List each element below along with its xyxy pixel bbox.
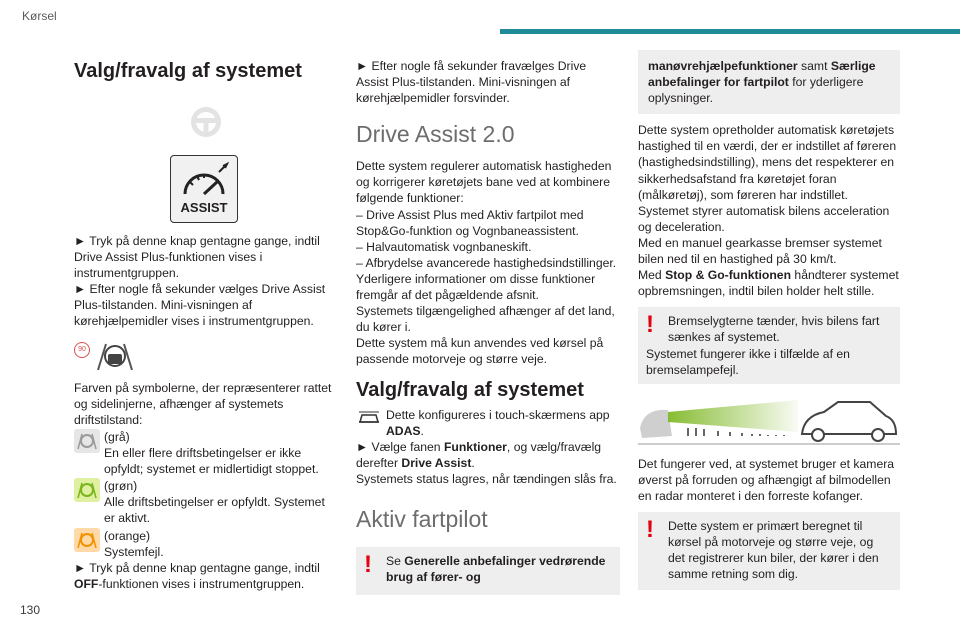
list-item: – Afbrydelse avancerede hastighedsindstillinger. <box>356 255 617 270</box>
drive-assist-car-icon <box>94 338 136 376</box>
warning-icon: ! <box>364 550 372 578</box>
section-header: Kørsel <box>22 9 57 23</box>
paragraph: Med en manuel gearkasse bremser systemet bilen ned til en hastighed på 30 km/t. <box>638 235 882 267</box>
paragraph: Dette system regulerer automatisk hastigheden og korrigerer køretøjets bane ved at kombinere følgende funktioner: <box>356 159 612 206</box>
list-item: – Drive Assist Plus med Aktiv fartpilot med Stop&Go-funktion og Vognbaneassistent. <box>356 207 584 238</box>
paragraph: Systemet styrer automatisk bilens acceleration og deceleration. <box>638 203 890 234</box>
state-description: Systemfejl. <box>104 544 164 559</box>
paragraph: Dette system opretholder automatisk køretøjets hastighed til en værdi, der er indstillet af føreren (hastighedsindstilling), mens det respekterer en sikkerhedsafstand fra køretøjet foran (målkøretøj), som føreren har indstillet. <box>638 123 897 202</box>
steering-wheel-icon <box>189 105 223 139</box>
state-color-name: (grå) <box>104 429 130 444</box>
car-adas-icon <box>356 407 382 431</box>
warning-icon: ! <box>646 311 654 339</box>
note-box-continued: manøvrehjælpefunktioner samt Særlige anbefalinger for fartpilot for yderligere oplysninger. <box>638 50 900 114</box>
steering-wheel-grey-icon <box>74 429 100 453</box>
radar-car-illustration <box>638 398 900 446</box>
paragraph: Systemets status lagres, når tændingen slås fra. <box>356 471 617 486</box>
paragraph: Dette system må kun anvendes ved kørsel på passende motorveje og større veje. <box>356 336 604 367</box>
state-color-name: (grøn) <box>104 479 138 494</box>
warning-box: ! Dette system er primært beregnet til kørsel på motorveje og større veje, og det registrerer kun biler, der kører i den samme retning som dig. <box>638 512 900 590</box>
paragraph: Med Stop & Go-funktionen håndterer systemet opbremsningen, indtil bilen holder helt stille. <box>638 268 899 299</box>
paragraph: ► Tryk på denne knap gentagne gange, indtil Drive Assist Plus-funktionen vises i instrumentgruppen. <box>74 234 320 281</box>
paragraph: Yderligere informationer om disse funktioner fremgår af det pågældende afsnit. <box>356 271 596 303</box>
column-1 <box>74 50 332 592</box>
warning-box: ! Bremselygterne tænder, hvis bilens fart sænkes af systemet. Systemet fungerer ikke i tilfælde af en bremselampefejl. <box>638 307 900 383</box>
adas-row <box>356 407 620 439</box>
state-row-grey <box>74 429 332 477</box>
state-row-green <box>74 478 332 526</box>
state-description: Alle driftsbetingelser er opfyldt. Systemet er aktivt. <box>104 495 325 526</box>
heading-active-cruise: Aktiv fartpilot <box>356 505 488 532</box>
state-row-orange <box>74 528 332 560</box>
state-description: En eller flere driftsbetingelser er ikke opfyldt; systemet er midlertidigt stoppet. <box>104 446 319 477</box>
paragraph: ► Vælge fanen Funktioner, og vælg/fravælg derefter Drive Assist. <box>356 439 602 470</box>
drive-assist-figure <box>74 338 332 376</box>
note-box: ! Se Generelle anbefalinger vedrørende brug af fører- og <box>356 547 620 595</box>
heading-drive-assist: Drive Assist 2.0 <box>356 121 515 148</box>
paragraph: ► Efter nogle få sekunder vælges Drive Assist Plus-tilstanden. Mini-visningen af kørehjælpemidler vises i instrumentgruppen. <box>74 282 326 329</box>
assist-button-icon <box>170 155 238 223</box>
steering-wheel-green-icon <box>74 478 100 502</box>
state-color-name: (orange) <box>104 528 151 543</box>
section-title: Valg/fravalg af systemet <box>74 60 302 82</box>
column-2 <box>356 50 620 595</box>
paragraph: Farven på symbolerne, der repræsenterer rattet og sidelinjerne, afhænger af systemets driftstilstand: <box>74 380 332 427</box>
list-item: – Halvautomatisk vognbaneskift. <box>356 239 532 254</box>
steering-wheel-orange-icon <box>74 528 100 552</box>
page-number: 130 <box>20 603 41 617</box>
warning-icon: ! <box>646 515 654 543</box>
paragraph: Systemets tilgængelighed afhænger af det land, du kører i. <box>356 304 615 335</box>
heading-select-system: Valg/fravalg af systemet <box>356 378 584 401</box>
paragraph: ► Tryk på denne knap gentagne gange, indtil OFF-funktionen vises i instrumentgruppen. <box>74 560 320 591</box>
assist-label: ASSIST <box>180 200 228 215</box>
paragraph: ► Efter nogle få sekunder fravælges Drive Assist Plus-tilstanden. Mini-visningen af kørehjælpemidler forsvinder. <box>356 59 587 106</box>
paragraph: Dette konfigureres i touch-skærmens app ADAS. <box>386 407 610 438</box>
paragraph: Det fungerer ved, at systemet bruger et kamera øverst på forruden og afhængigt af bilmodellen en radar monteret i den forreste kofanger. <box>638 456 895 503</box>
figure-badge: 90 <box>74 342 90 358</box>
header-accent-bar <box>500 29 960 34</box>
column-3 <box>638 50 900 590</box>
